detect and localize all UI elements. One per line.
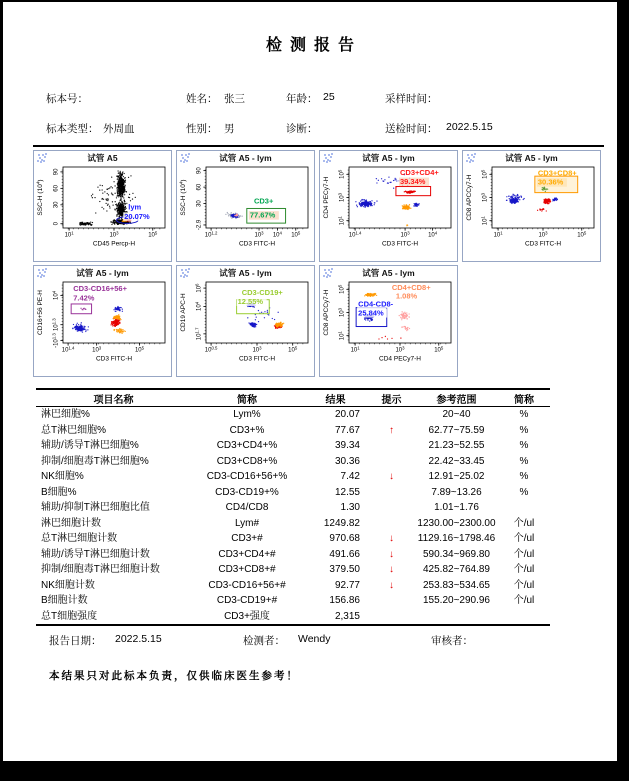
svg-text:104: $10^4$ bbox=[428, 230, 438, 239]
flow-plot-canvas bbox=[34, 164, 171, 260]
hint-arrow: ↓ bbox=[389, 533, 394, 544]
svg-text:90: 90 bbox=[53, 168, 60, 176]
table-cell: Lym# bbox=[234, 517, 260, 529]
svg-text:101.7: $10^{1.7}$ bbox=[194, 327, 203, 341]
svg-text:CD4 PECy7-H: CD4 PECy7-H bbox=[379, 355, 421, 363]
table-cell: 1230.00~2300.00 bbox=[417, 517, 496, 529]
svg-text:103: $10^3$ bbox=[400, 230, 410, 239]
table-cell: CD3+强度 bbox=[191, 609, 303, 626]
hint-arrow: ↓ bbox=[389, 471, 394, 482]
gate-label: CD3-CD19+ bbox=[241, 287, 283, 297]
table-cell: 淋巴细胞% bbox=[41, 409, 90, 420]
flow-plot-canvas bbox=[177, 164, 314, 260]
table-row bbox=[36, 516, 550, 532]
table-cell: B细胞计数 bbox=[41, 595, 88, 606]
table-cell: 253.83~534.65 bbox=[422, 579, 490, 591]
table-cell: B细胞% bbox=[41, 486, 77, 498]
svg-text:105: $10^5$ bbox=[337, 284, 346, 294]
svg-text:101: $10^1$ bbox=[350, 345, 360, 354]
table-row bbox=[36, 562, 550, 578]
svg-text:103: $10^3$ bbox=[252, 345, 262, 354]
svg-text:101: $10^1$ bbox=[337, 216, 346, 226]
svg-text:103: $10^3$ bbox=[337, 192, 346, 203]
plot-title: 试管 A5 - lym bbox=[219, 268, 272, 278]
table-cell: 77.67 bbox=[334, 424, 360, 436]
flow-plot-canvas bbox=[320, 279, 457, 375]
flow-plot-canvas bbox=[34, 279, 171, 375]
svg-text:CD8 APCCy7-H: CD8 APCCy7-H bbox=[466, 174, 473, 221]
table-cell: CD3-CD19+% bbox=[215, 486, 279, 498]
table-cell: CD3+CD8+% bbox=[216, 455, 278, 467]
hint-arrow bbox=[368, 516, 415, 532]
table-cell: % bbox=[519, 424, 529, 436]
table-cell: 12.91~25.02 bbox=[428, 471, 485, 482]
svg-text:CD19 APC-H: CD19 APC-H bbox=[180, 293, 187, 332]
table-row bbox=[36, 500, 550, 516]
svg-text:CD3 FITC-H: CD3 FITC-H bbox=[524, 240, 562, 248]
page-title: 检测报告 bbox=[265, 37, 362, 54]
flow-plot bbox=[462, 150, 601, 262]
table-header-cell: 简称 bbox=[191, 389, 303, 407]
table-cell: 425.82~764.89 bbox=[422, 564, 490, 575]
gate-label: 7.42% bbox=[73, 293, 95, 303]
table-cell: 1129.16~1798.46 bbox=[417, 533, 496, 544]
svg-text:CD45 Percp-H: CD45 Percp-H bbox=[92, 240, 136, 248]
svg-text:101.4: $10^{1.4}$ bbox=[61, 345, 75, 354]
hint-arrow bbox=[368, 609, 415, 626]
svg-text:30: 30 bbox=[196, 200, 203, 207]
table-cell: 379.50 bbox=[329, 564, 360, 575]
table-cell: CD3+CD4+% bbox=[216, 440, 278, 451]
gate-label: CD3+CD4+ bbox=[400, 167, 439, 177]
age-label: 年龄： bbox=[286, 93, 318, 105]
svg-text:101.2: $10^{1.2}$ bbox=[204, 230, 218, 239]
table-header-cell: 项目名称 bbox=[36, 389, 191, 407]
table-cell: 2,315 bbox=[303, 609, 368, 626]
report-date-value: 2022.5.15 bbox=[115, 633, 162, 645]
table-cell: 20.07 bbox=[334, 409, 360, 420]
hint-arrow bbox=[368, 454, 415, 470]
plots-row-1 bbox=[33, 150, 601, 262]
gate-label: 30.36% bbox=[537, 177, 564, 187]
table-cell: CD4/CD8 bbox=[225, 502, 269, 513]
plot-title: 试管 A5 - lym bbox=[362, 268, 415, 278]
age-value: 25 bbox=[323, 91, 335, 103]
gate-label: CD4+CD8+ bbox=[391, 282, 431, 292]
svg-text:SSC-H (104): SSC-H $(10^4)$ bbox=[178, 179, 187, 216]
svg-text:103: $10^3$ bbox=[538, 230, 548, 239]
table-cell: 1.01~1.76 bbox=[434, 502, 479, 513]
hint-arrow: ↑ bbox=[389, 424, 394, 436]
plot-title: 试管 A5 bbox=[87, 153, 118, 163]
svg-text:CD4 PECy7-H: CD4 PECy7-H bbox=[323, 176, 330, 219]
table-cell: 个/ul bbox=[513, 548, 535, 560]
table-row bbox=[36, 578, 550, 594]
table-cell: % bbox=[519, 409, 529, 420]
svg-text:103: $10^3$ bbox=[254, 230, 264, 239]
table-row bbox=[36, 609, 550, 626]
disclaimer-text: 本结果只对此标本负责，仅供临床医生参考！ bbox=[49, 670, 299, 682]
table-cell: 30.36 bbox=[334, 455, 360, 467]
svg-text:103: $10^3$ bbox=[337, 307, 346, 318]
svg-text:103: $10^3$ bbox=[92, 345, 102, 354]
table-row bbox=[36, 593, 550, 609]
sample-type-value: 外周血 bbox=[103, 123, 135, 135]
table-row bbox=[36, 407, 550, 423]
svg-text:105: $10^5$ bbox=[577, 230, 587, 239]
report-date-label: 报告日期： bbox=[49, 635, 102, 647]
send-time-label: 送检时间： bbox=[385, 123, 438, 135]
plot-title: 试管 A5 - lym bbox=[219, 153, 272, 163]
gate-label: CD3-CD16+56+ bbox=[73, 284, 127, 294]
table-cell: CD3-CD16+56+% bbox=[206, 471, 288, 482]
table-row bbox=[36, 485, 550, 501]
tester-label: 检测者： bbox=[243, 635, 285, 647]
svg-text:101: $10^1$ bbox=[493, 230, 503, 239]
table-cell: 155.20~290.96 bbox=[422, 595, 490, 606]
gate-label: 20.07% bbox=[124, 211, 150, 221]
svg-text:CD8 APCCy7-H: CD8 APCCy7-H bbox=[323, 289, 330, 336]
table-header-row bbox=[36, 389, 550, 407]
table-cell: % bbox=[519, 455, 529, 467]
table-cell: CD3+# bbox=[231, 533, 263, 544]
svg-text:0: 0 bbox=[53, 222, 60, 226]
svg-text:CD3 FITC-H: CD3 FITC-H bbox=[238, 355, 276, 363]
table-cell: 总T细胞强度 bbox=[36, 609, 191, 626]
gender-label: 性别： bbox=[186, 123, 218, 135]
table-row bbox=[36, 438, 550, 454]
gate-label: 12.55% bbox=[237, 296, 264, 306]
sample-no-label: 标本号： bbox=[46, 93, 88, 105]
gate-label: lym bbox=[128, 202, 142, 212]
hint-arrow: ↓ bbox=[389, 579, 394, 591]
send-time-value: 2022.5.15 bbox=[446, 121, 493, 133]
svg-text:101: $10^1$ bbox=[64, 230, 74, 239]
svg-text:104: $10^4$ bbox=[272, 230, 282, 239]
table-cell: 7.42 bbox=[340, 471, 360, 482]
svg-text:SSC-H (104): SSC-H $(10^4)$ bbox=[35, 179, 44, 216]
table-cell: 辅助/诱导T淋巴细胞计数 bbox=[41, 548, 150, 560]
gate-label: 25.84% bbox=[358, 308, 384, 318]
gate-label: 1.08% bbox=[395, 291, 418, 301]
svg-text:104: $10^4$ bbox=[51, 290, 60, 300]
table-cell: 1249.82 bbox=[323, 517, 360, 529]
divider bbox=[33, 145, 604, 147]
flow-plot bbox=[176, 150, 315, 262]
table-cell: 1.30 bbox=[340, 502, 360, 513]
svg-text:-101.3: $-10^{1.3}$ bbox=[51, 333, 60, 348]
flow-plot-canvas bbox=[463, 164, 600, 260]
table-cell: 辅助/抑制T淋巴细胞比值 bbox=[41, 502, 150, 513]
svg-text:-2.9: -2.9 bbox=[196, 219, 203, 231]
table-cell: 抑制/细胞毒T淋巴细胞% bbox=[41, 455, 149, 467]
table-row bbox=[36, 547, 550, 563]
svg-text:90: 90 bbox=[196, 167, 203, 175]
sampling-time-label: 采样时间： bbox=[385, 93, 438, 105]
hint-arrow bbox=[368, 500, 415, 516]
table-cell: 92.77 bbox=[334, 579, 360, 591]
table-cell: 590.34~969.80 bbox=[422, 548, 490, 560]
results-table bbox=[36, 388, 550, 626]
table-cell: 个/ul bbox=[513, 595, 535, 606]
report-page bbox=[3, 2, 617, 761]
table-cell: 个/ul bbox=[513, 533, 535, 544]
table-cell: 个/ul bbox=[513, 517, 535, 529]
table-row bbox=[36, 531, 550, 547]
table-cell: 20~40 bbox=[442, 409, 471, 420]
flow-plot bbox=[33, 150, 172, 262]
table-body bbox=[36, 407, 550, 626]
svg-text:104: $10^4$ bbox=[194, 301, 203, 311]
gate-label: CD3+CD8+ bbox=[537, 168, 577, 178]
table-row bbox=[36, 469, 550, 485]
table-cell: 抑制/细胞毒T淋巴细胞计数 bbox=[41, 564, 160, 575]
hint-arrow bbox=[368, 407, 415, 423]
svg-text:105: $10^5$ bbox=[434, 345, 444, 354]
plots-row-2 bbox=[33, 265, 458, 377]
svg-text:101.3: $10^{1.3}$ bbox=[51, 318, 60, 332]
gender-value: 男 bbox=[224, 123, 235, 135]
table-cell bbox=[498, 500, 550, 516]
svg-text:101: $10^1$ bbox=[480, 216, 489, 226]
svg-text:105: $10^5$ bbox=[148, 230, 158, 239]
table-cell: 22.42~33.45 bbox=[428, 455, 485, 467]
svg-text:CD3 FITC-H: CD3 FITC-H bbox=[95, 355, 133, 363]
table-row bbox=[36, 454, 550, 470]
hint-arrow: ↓ bbox=[389, 548, 394, 560]
table-cell: 39.34 bbox=[334, 440, 360, 451]
svg-text:CD3 FITC-H: CD3 FITC-H bbox=[381, 240, 419, 248]
name-label: 姓名： bbox=[186, 93, 218, 105]
plot-title: 试管 A5 - lym bbox=[505, 153, 558, 163]
table-cell: CD3+CD8+# bbox=[218, 564, 276, 575]
table-cell: % bbox=[519, 471, 529, 482]
svg-text:103: $10^3$ bbox=[480, 192, 489, 203]
svg-text:103: $10^3$ bbox=[395, 345, 405, 354]
table-cell: Lym% bbox=[233, 409, 261, 420]
table-cell: 12.55 bbox=[334, 486, 360, 498]
table-cell: 62.77~75.59 bbox=[428, 424, 485, 436]
table-cell: CD3+% bbox=[229, 424, 265, 436]
gate-label: CD3+ bbox=[253, 196, 274, 206]
hint-arrow bbox=[368, 593, 415, 609]
svg-text:30: 30 bbox=[53, 201, 60, 209]
svg-text:60: 60 bbox=[53, 185, 60, 192]
table-cell: NK细胞% bbox=[41, 471, 84, 482]
table-row bbox=[36, 423, 550, 439]
svg-text:103: $10^3$ bbox=[109, 230, 119, 239]
table-cell: 7.89~13.26 bbox=[431, 486, 482, 498]
svg-text:101.4: $10^{1.4}$ bbox=[348, 230, 362, 239]
table-cell: % bbox=[519, 486, 529, 498]
table-cell: NK细胞计数 bbox=[41, 579, 95, 591]
svg-text:105: $10^5$ bbox=[480, 169, 489, 179]
svg-text:106: $10^6$ bbox=[194, 283, 203, 293]
table-cell: 辅助/诱导T淋巴细胞% bbox=[41, 440, 139, 451]
table-cell: 21.23~52.55 bbox=[428, 440, 485, 451]
flow-plot bbox=[33, 265, 172, 377]
flow-plot-canvas bbox=[320, 164, 457, 260]
table-cell: 淋巴细胞计数 bbox=[41, 517, 101, 529]
table-cell: 970.68 bbox=[329, 533, 360, 544]
gate-label: 39.34% bbox=[400, 177, 426, 187]
table-cell: CD3-CD16+56+# bbox=[208, 579, 286, 591]
table-cell: 个/ul bbox=[513, 579, 535, 591]
table-header-cell: 参考范围 bbox=[415, 389, 498, 407]
flow-plot bbox=[176, 265, 315, 377]
table-cell: % bbox=[519, 440, 529, 451]
hint-arrow bbox=[368, 485, 415, 501]
table-cell: CD3+CD4+# bbox=[218, 548, 276, 560]
svg-text:101: $10^1$ bbox=[337, 331, 346, 341]
flow-plot-canvas bbox=[177, 279, 314, 375]
plot-title: 试管 A5 - lym bbox=[362, 153, 415, 163]
table-cell: CD3-CD19+# bbox=[216, 595, 278, 606]
table-header-cell: 简称 bbox=[498, 389, 550, 407]
plot-title: 试管 A5 - lym bbox=[76, 268, 129, 278]
table-cell: 156.86 bbox=[329, 595, 360, 606]
table-cell: 总T淋巴细胞计数 bbox=[41, 533, 118, 544]
svg-text:105: $10^5$ bbox=[337, 169, 346, 179]
table-cell: 491.66 bbox=[329, 548, 360, 560]
table-head bbox=[36, 389, 550, 407]
svg-text:100.5: $10^{0.5}$ bbox=[204, 345, 218, 354]
diagnosis-label: 诊断： bbox=[286, 123, 318, 135]
sample-type-label: 标本类型： bbox=[46, 123, 99, 135]
hint-arrow bbox=[368, 438, 415, 454]
table-cell bbox=[415, 609, 498, 626]
reviewer-label: 审核者： bbox=[431, 635, 473, 647]
tester-value: Wendy bbox=[298, 633, 331, 645]
svg-text:105: $10^5$ bbox=[134, 345, 145, 354]
svg-text:CD3 FITC-H: CD3 FITC-H bbox=[238, 240, 276, 248]
gate-label: CD4-CD8- bbox=[358, 299, 394, 309]
table-header-cell: 提示 bbox=[368, 389, 415, 407]
table-cell: 总T淋巴细胞% bbox=[41, 424, 106, 436]
hint-arrow: ↓ bbox=[389, 564, 394, 575]
flow-plot bbox=[319, 150, 458, 262]
table-cell: 个/ul bbox=[513, 564, 535, 575]
table-header-cell: 结果 bbox=[303, 389, 368, 407]
svg-text:105: $10^5$ bbox=[291, 230, 301, 239]
svg-text:60: 60 bbox=[196, 183, 203, 191]
gate-label: 77.67% bbox=[249, 210, 276, 220]
name-value: 张三 bbox=[224, 93, 245, 105]
svg-text:CD16+56 PE-H: CD16+56 PE-H bbox=[37, 290, 44, 335]
table-cell bbox=[498, 609, 550, 626]
svg-text:105: $10^5$ bbox=[288, 345, 298, 354]
flow-plot bbox=[319, 265, 458, 377]
